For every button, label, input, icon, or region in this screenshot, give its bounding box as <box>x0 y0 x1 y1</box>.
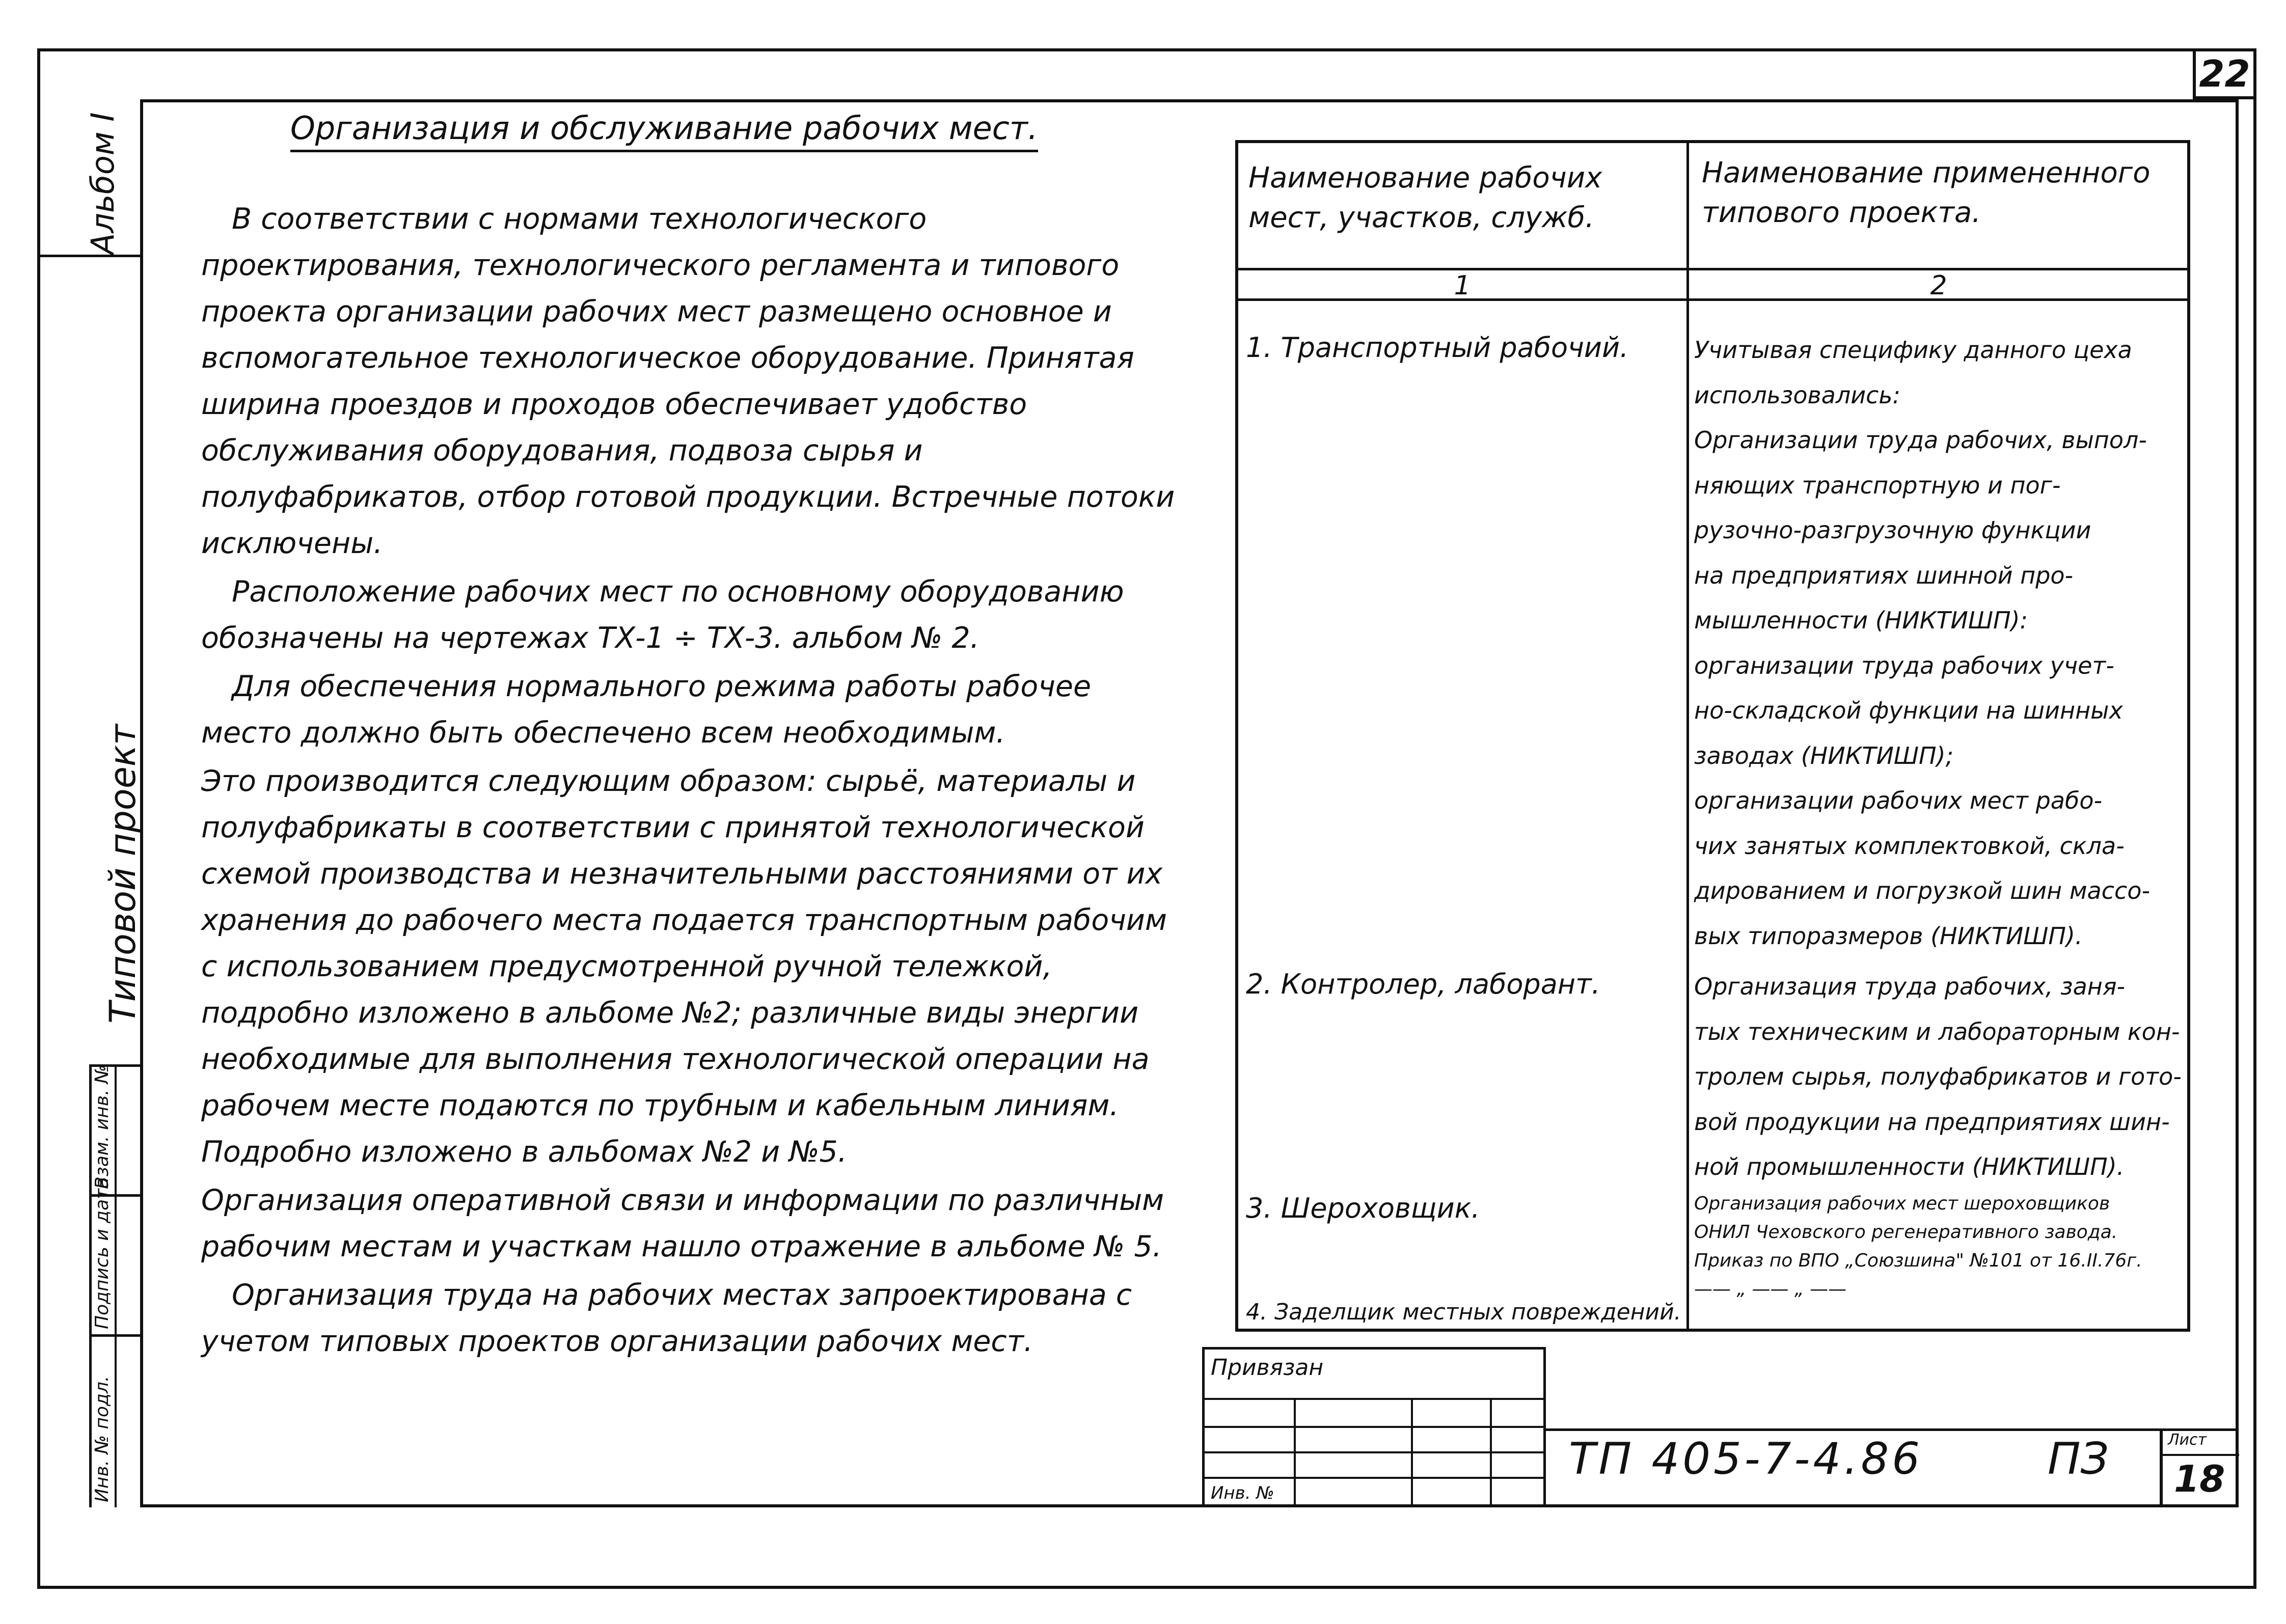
paragraph-5: Организация оперативной связи и информации по различным рабочим местам и участкам нашло отражение в альбоме № 5. <box>201 1183 1164 1263</box>
grid-line-3 <box>1205 1451 1543 1453</box>
grid-col-2 <box>1411 1398 1413 1505</box>
row-3-name: 3. Шероховщик. <box>1246 1192 1480 1224</box>
col1-header: Наименование рабочих мест, участков, служб. <box>1248 161 1602 234</box>
row-2-project: Организация труда рабочих, заня- тых техническим и лабораторным кон- тролем сырья, полуфабрикатов и гото- вой продукции на предприятиях шин- ной промышленности (НИКТИШП). <box>1694 973 2182 1180</box>
grid-line-4 <box>1205 1477 1543 1479</box>
inv-label: Инв. № <box>1211 1483 1274 1503</box>
sheet-number: 18 <box>2174 1457 2225 1500</box>
stamp-column-line <box>115 1064 117 1507</box>
col2-header: Наименование примененного типового проекта. <box>1702 156 2151 229</box>
grid-col-1 <box>1294 1398 1296 1505</box>
paragraph-4: Это производится следующим образом: сырьё, материалы и полуфабрикаты в соответствии с принятой технологической схемой производства и незначительными расстояниями от их хранения до рабочего места подается транспортным рабочим с использованием предусмотренной ручной тележкой, подробно изложено в альбоме №2; различные виды энергии необходимые для выполнения технологической операции на рабочем месте подаются по трубным и кабельным линиям. Подробно изложено в альбомах №2 и №5. <box>201 764 1167 1169</box>
row-1-name: 1. Транспортный рабочий. <box>1246 332 1629 364</box>
album-label: Альбом I <box>84 112 121 255</box>
paragraph-2: Расположение рабочих мест по основному оборудованию обозначены на чертежах ТХ-1 ÷ ТХ-3. альбом № 2. <box>201 575 1124 655</box>
body-text <box>201 196 1179 1367</box>
grid-col-3 <box>1490 1398 1492 1505</box>
typical-project-label: Типовой проект <box>102 724 144 1024</box>
paragraph-3: Для обеспечения нормального режима работы рабочее место должно быть обеспечено всем необходимым. <box>201 670 1092 750</box>
stamp-label-signature-date: Подпись и дата <box>92 1177 113 1329</box>
stamp-label-inv-original: Инв. № подл. <box>92 1375 113 1502</box>
sheet-label: Лист <box>2168 1431 2207 1449</box>
table-column-divider <box>1686 143 1689 1330</box>
col2-number: 2 <box>1930 270 1947 301</box>
document-title: Организация и обслуживание рабочих мест. <box>290 109 1038 152</box>
row-2-name: 2. Контролер, лаборант. <box>1246 968 1600 1000</box>
sheet-divider <box>2163 1454 2239 1456</box>
sheet-box <box>2160 1431 2239 1507</box>
margin-divider <box>37 255 140 257</box>
col1-number: 1 <box>1454 270 1471 301</box>
grid-line-1 <box>1205 1398 1543 1400</box>
linked-label: Привязан <box>1211 1355 1324 1381</box>
stamp-label-replaced-inv: Взам. инв. № <box>92 1064 113 1189</box>
workplace-table <box>1235 140 2190 1332</box>
grid-line-2 <box>1205 1426 1543 1428</box>
title-block-top-line <box>1546 1428 2239 1431</box>
row-3-project: Организация рабочих мест шероховщиков ОНИЛ Чеховского регенеративного завода. Приказ по ВПО „Союзшина" №101 от 16.II.76г. —— „ —— „ —— <box>1694 1193 2142 1300</box>
paragraph-6: Организация труда на рабочих местах запроектирована с учетом типовых проектов организации рабочих мест. <box>201 1278 1132 1358</box>
document-number: ТП 405-7-4.86 <box>1569 1434 1923 1484</box>
linking-stamp <box>1202 1347 1546 1507</box>
page-number: 22 <box>2193 48 2256 99</box>
row-4-name: 4. Заделщик местных повреждений. <box>1246 1299 1681 1325</box>
row-1-project: Учитывая специфику данного цеха использовались: Организации труда рабочих, выпол- няющих транспортную и пог- рузочно-разгрузочную функции на предприятиях шинной про- мышленности (НИКТИШП): организации труда рабочих учет- но-складской функции на шинных заводах (НИКТИШП); организации рабочих мест рабо- чих занятых комплектовкой, скла- дированием и погрузкой шин массо- вых типоразмеров (НИКТИШП). <box>1694 336 2151 950</box>
document-code: ПЗ <box>2048 1434 2109 1484</box>
paragraph-1: В соответствии с нормами технологического проектирования, технологического регламента и типового проекта организации рабочих мест размещено основное и вспомогательное технологическое оборудование. Принятая ширина проездов и проходов обеспечивает удобство обслуживания оборудования, подвоза сырья и полуфабрикатов, отбор готовой продукции. Встречные потоки исключены. <box>201 202 1175 560</box>
